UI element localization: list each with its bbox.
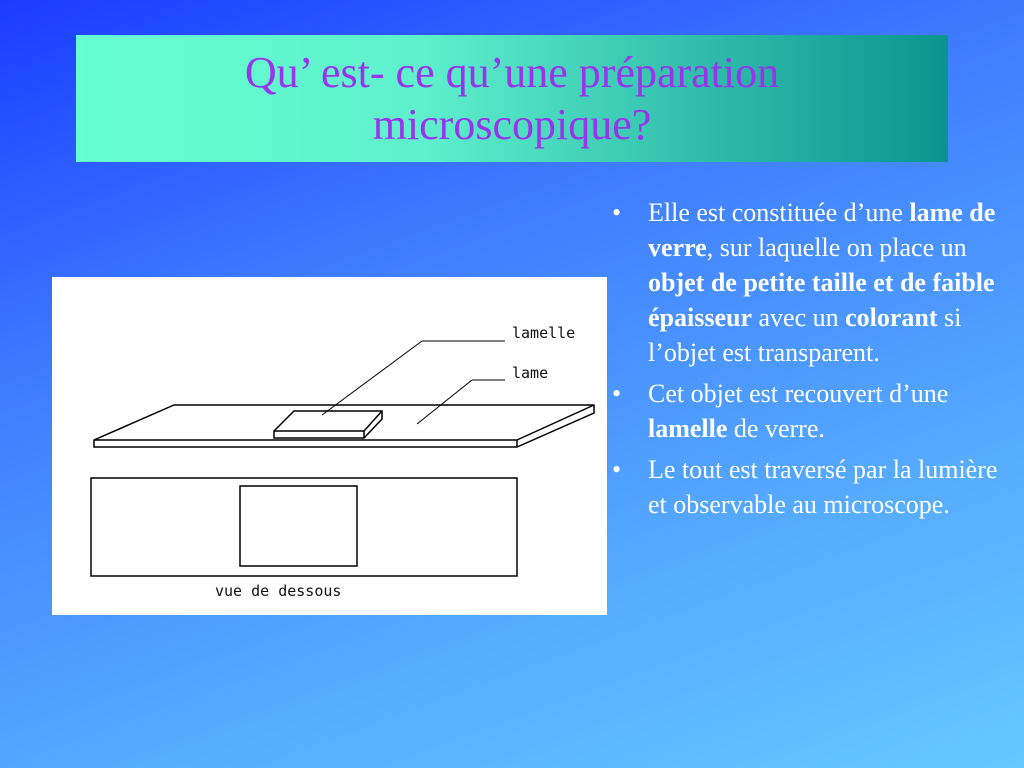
bullet-1-bold-b: objet de petite taille et de faible épaisseur xyxy=(648,268,995,332)
bullet-1-text-c: avec un xyxy=(752,303,846,332)
bullet-1-text-d: si l’objet est transparent. xyxy=(648,303,962,367)
bullet-2-text-b: de verre. xyxy=(727,414,825,443)
bullet-marker: • xyxy=(612,198,622,227)
slide-diagram xyxy=(52,277,607,615)
bullet-item-1 xyxy=(606,195,1006,370)
label-lamelle: lamelle xyxy=(512,324,576,342)
bullet-3-text-a: Le tout est traversé par la lumière et observable au microscope. xyxy=(648,455,998,519)
bullet-item-3 xyxy=(606,452,1006,522)
lamelle-shape xyxy=(274,411,382,438)
microscope-slide-drawing xyxy=(52,277,607,615)
title-banner xyxy=(76,35,948,162)
bullet-2-bold-a: lamelle xyxy=(648,414,728,443)
bullet-marker: • xyxy=(612,379,622,408)
bullet-marker: • xyxy=(612,455,622,484)
bullet-2-text-a: Cet objet est recouvert d’une xyxy=(648,379,949,408)
label-lame: lame xyxy=(512,364,549,382)
bullet-list xyxy=(606,195,1006,528)
title-line-2: microscopique? xyxy=(372,99,652,149)
lamelle-leader xyxy=(322,341,422,415)
bullet-item-2 xyxy=(606,376,1006,446)
bottom-view-coverslip xyxy=(240,486,357,566)
title-line-1: Qu’ est- ce qu’une préparation xyxy=(244,47,780,97)
bullet-1-bold-a: lame de verre xyxy=(648,198,996,262)
bullet-1-text-b: , sur laquelle on place un xyxy=(706,233,967,262)
lame-leader xyxy=(417,380,472,424)
slide-title xyxy=(245,47,779,151)
bottom-view-slide xyxy=(91,478,517,576)
bullet-1-bold-c: colorant xyxy=(845,303,938,332)
bullet-1-text-a: Elle est constituée d’une xyxy=(648,198,910,227)
label-bottom-view: vue de dessous xyxy=(215,582,342,600)
